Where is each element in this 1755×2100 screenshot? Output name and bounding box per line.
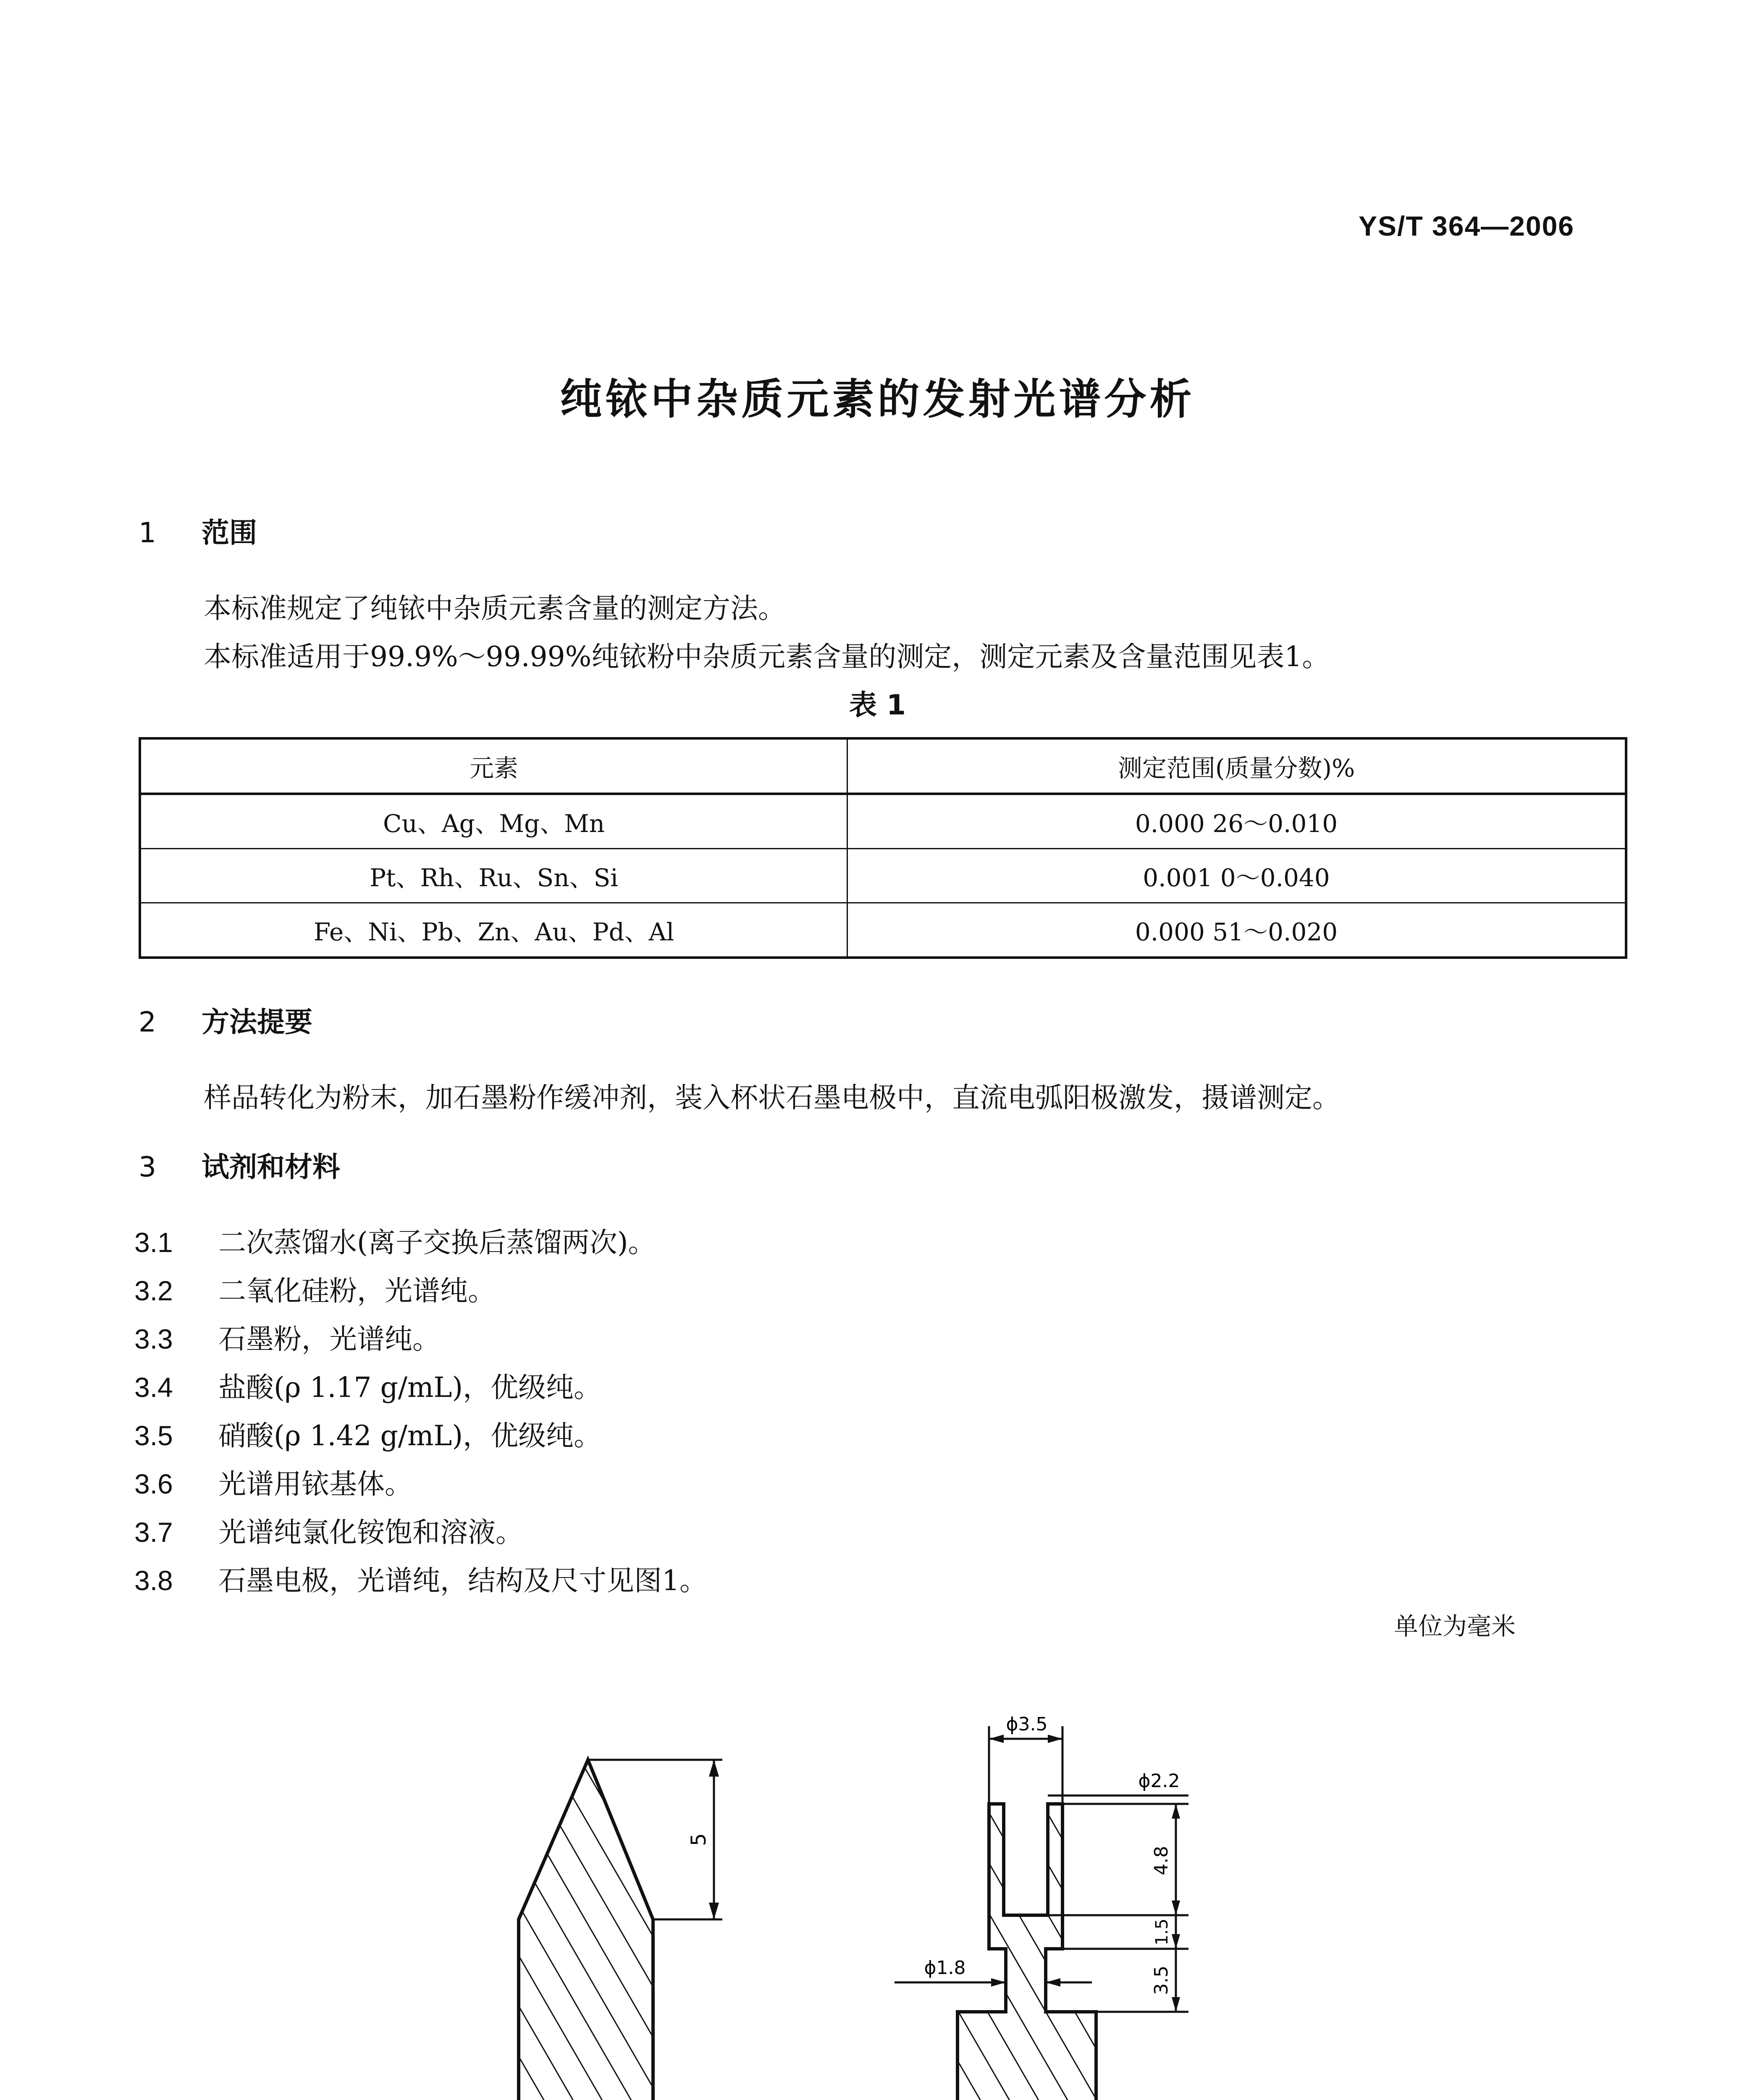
table-header-cell: 元素	[140, 738, 847, 794]
table-cell: 0.000 26～0.010	[847, 794, 1626, 849]
neck-diameter-label: ϕ1.8	[924, 1957, 966, 1979]
standard-code: YS/T 364—2006	[1359, 210, 1574, 242]
table-cell: 0.000 51～0.020	[847, 903, 1626, 958]
left-electrode	[519, 1760, 722, 2100]
section-number: 1	[139, 517, 156, 549]
neck-length-label: 3.5	[1151, 1966, 1172, 1995]
unit-note: 单位为毫米	[1393, 1612, 1516, 1641]
item-text: 石墨电极，光谱纯，结构及尺寸见图1。	[218, 1564, 707, 1597]
item-number: 3.1	[134, 1227, 173, 1258]
table-cell: 0.001 0～0.040	[847, 849, 1626, 903]
item-number: 3.4	[134, 1372, 173, 1403]
section-number: 3	[139, 1151, 156, 1183]
item-number: 3.6	[134, 1468, 173, 1499]
item-text: 二氧化硅粉，光谱纯。	[218, 1275, 496, 1307]
right-electrode	[895, 1714, 1188, 2100]
section-title: 试剂和材料	[202, 1151, 340, 1183]
item-number: 3.7	[134, 1517, 173, 1548]
item-number: 3.8	[134, 1565, 173, 1596]
table-cell: Fe、Ni、Pb、Zn、Au、Pd、Al	[140, 903, 847, 958]
outer-cup-diameter-label: ϕ3.5	[1006, 1714, 1048, 1735]
cup-depth-label: 4.8	[1151, 1846, 1172, 1875]
section-title: 范围	[202, 517, 257, 549]
section-number: 2	[139, 1006, 156, 1038]
item-text: 硝酸(ρ 1.42 g/mL)，优级纯。	[218, 1420, 602, 1452]
item-number: 3.5	[134, 1420, 173, 1451]
scope-paragraph-2: 本标准适用于99.9%～99.99%纯铱粉中杂质元素含量的测定，测定元素及含量范围见表1。	[204, 640, 1330, 673]
item-number: 3.2	[134, 1275, 173, 1306]
method-paragraph: 样品转化为粉末，加石墨粉作缓冲剂，装入杯状石墨电极中，直流电弧阳极激发，摄谱测定。	[204, 1082, 1340, 1114]
neck-offset-label: 1.5	[1152, 1919, 1172, 1945]
section-title: 方法提要	[202, 1006, 312, 1038]
item-text: 二次蒸馏水(离子交换后蒸馏两次)。	[218, 1226, 656, 1259]
item-text: 石墨粉，光谱纯。	[218, 1323, 440, 1355]
item-text: 盐酸(ρ 1.17 g/mL)，优级纯。	[218, 1371, 602, 1404]
table-cell: Pt、Rh、Ru、Sn、Si	[140, 849, 847, 903]
item-text: 光谱纯氯化铵饱和溶液。	[218, 1516, 523, 1549]
item-number: 3.3	[134, 1323, 173, 1354]
item-text: 光谱用铱基体。	[218, 1468, 412, 1500]
document-title: 纯铱中杂质元素的发射光谱分析	[560, 375, 1195, 424]
table-header-cell: 测定范围(质量分数)%	[847, 738, 1626, 794]
table-cell: Cu、Ag、Mg、Mn	[140, 794, 847, 849]
inner-cup-diameter-label: ϕ2.2	[1138, 1770, 1180, 1792]
scope-paragraph-1: 本标准规定了纯铱中杂质元素含量的测定方法。	[204, 592, 786, 625]
table-caption: 表 1	[849, 689, 906, 721]
tip-length-label: 5	[687, 1833, 711, 1846]
